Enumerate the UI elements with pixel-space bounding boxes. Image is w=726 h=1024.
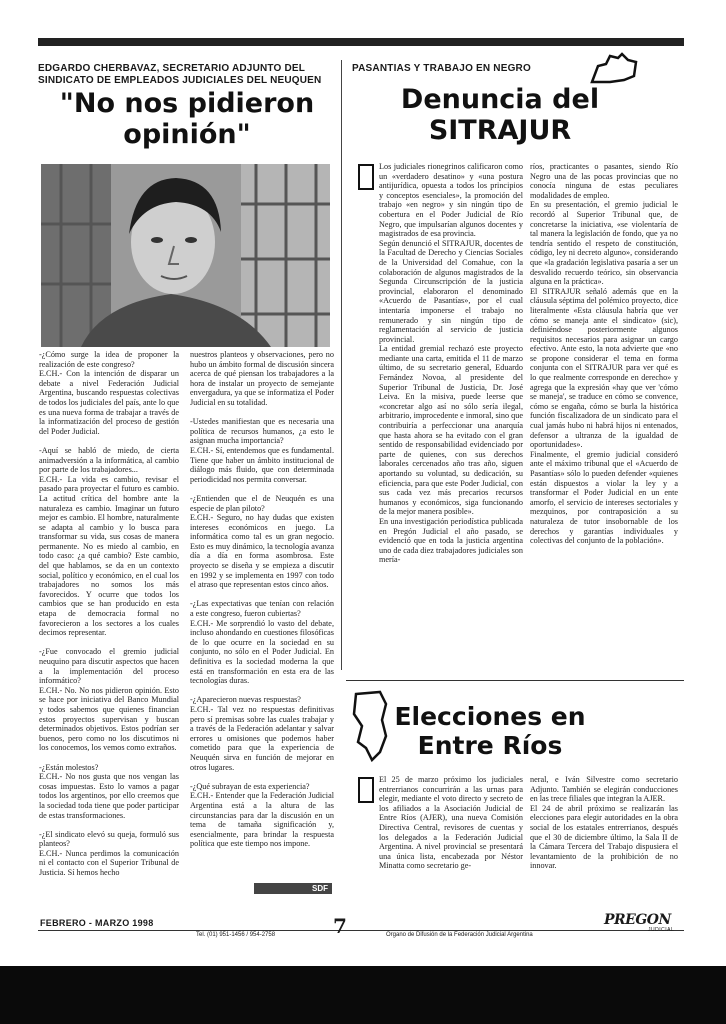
- sitrajur-kicker: PASANTIAS Y TRABAJO EN NEGRO: [352, 63, 531, 74]
- sitrajur-headline: Denuncia del SITRAJUR: [400, 84, 600, 147]
- interview-photo: [41, 164, 330, 347]
- interview-column-2: nuestros planteos y observaciones, pero no hubo un ámbito formal de discusión sincera acerca de qué piensan los trabajadores a la hora de instalar un proyecto de semejante envergadura, ya que se informatiza el Poder Judicial en su totalidad. -Ustedes manifiestan que es necesaria una política de recursos humanos, ¿a esto le asignan mucha importancia? E.CH.- Sí, entendemos que es fundamental. Tiene que haber un ámbito institucional de diálogo más fluido, que con determinada periodicidad nos permita conversar. -¿Entienden que el de Neuquén es una especie de plan piloto? E.CH.- Seguro, no hay dudas que existen intereses económicos en juego. La informática como tal es un gran negocio. Esto es muy dinámico, la tecnología avanza día a día en forma asombrosa. Este proyecto se diseña y se empieza a discutir en 1992 y se implementa en 1997 con todo el atraso que representan estos cinco años. -¿Las expectativas que tenían con relación a este congreso, fueron cubiertas? E.CH.- Me sorprendió lo vasto del debate, incluso ahondando en cuestiones filosóficas de lo que ocurre en la sociedad en su conjunto, no sólo en el Poder Judicial. En definitiva es la sociedad moderna la que está en transformación en esta era de las tecnologías duras. -¿Aparecieron nuevas respuestas? E.CH.- Tal vez no respuestas definitivas pero sí premisas sobre las cuales trabajar y a través de la Federación adelantar y salvar errores u omisiones que podemos haber cometido para que la experiencia de Neuquén sirva en función de mejorar en otros lugares. -¿Qué subrayan de esta experiencia? E.CH.- Entender que la Federación Judicial Argentina está a la altura de las circunstancias para dar la discusión en un tema de tamaña significación y, esencialmente, para brindar la respuesta política que este tiempo nos impone.: [190, 350, 334, 849]
- dropcap-box: [358, 777, 374, 803]
- interview-headline: "No nos pidieron opinión": [59, 88, 315, 151]
- publication-organ: Organo de Difusión de la Federación Judicial Argentina: [386, 932, 533, 938]
- issue-date: FEBRERO - MARZO 1998: [40, 918, 154, 928]
- rio-negro-map-icon: [588, 52, 640, 86]
- top-rule: [38, 38, 684, 46]
- author-signature: SDF: [254, 883, 332, 894]
- column-divider: [341, 60, 342, 670]
- entre-rios-headline: Elecciones en Entre Ríos: [394, 702, 586, 760]
- publication-logo: PREGON: [604, 912, 671, 928]
- entre-rios-map-icon: [350, 690, 390, 762]
- section-divider: [346, 680, 684, 681]
- sitrajur-column-1: Los judiciales rionegrinos calificaron como un «verdadero desatino» y «una postura antijurídica, opuesta a todos los principios y conceptos esenciales», la promoción del trabajo «en negro» y sin ningún tipo de cobertura en el Poder Judicial de Río Negro, que impulsarían algunos docentes y magistrados de esa provincia. Según denunció el SITRAJUR, docentes de la Facultad de Derecho y Ciencias Sociales de la Universidad del Comahue, con la colaboración de algunos magistrados de la Segunda Circunscripción de la justicia provincial, elaboraron el denominado «Acuerdo de Pasantías», por el cual intentaría imponerse el trabajo no remunerado y sin ningún tipo de reglamentación al servicio de justicia provincial. La entidad gremial rechazó este proyecto mediante una carta, emitida el 11 de marzo último, de su secretario general, Eduardo Fernández Novoa, al presidente del Superior Tribunal de Justicia, Dr. José Leiva. En la misiva, puede leerse que «concretar algo así no sólo sería ilegal, arbitrario, improcedente e inmoral, sino que contribuiría a perfeccionar una anarquía que hasta ahora se ha evitado con el gran sentido de responsabilidad evidenciado por parte de quienes, con sus derechos laborales cercenados año tras año, siguen aportando su voluntad, su dedicación, su eficiencia, para que este Poder Judicial, con sus cada vez más precarios recursos humanos y económicos, siga funcionando de la mejor manera posible». En una investigación periodística publicada en Pregón Judicial el año pasado, se evidenció que en toda la justicia argentina uno de cada diez trabajadores judiciales son mería-: [379, 162, 523, 565]
- phone-number: Tel. (01) 951-1456 / 954-2758: [196, 932, 276, 938]
- entre-rios-column-1: El 25 de marzo próximo los judiciales entrerrianos concurrirán a las urnas para elegir, mediante el voto directo y secreto de los afiliados a la Asociación Judicial de Entre Ríos (AJER), una nueva Comisión Directiva Central, revisores de cuentas y los delegados a la Federación Judicial Argentina. A nivel provincial se presentará una única lista, encabezada por Néstor Minatta como secretario ge-: [379, 775, 523, 871]
- interview-column-1: -¿Cómo surge la idea de proponer la realización de este congreso? E.CH.- Con la intención de disparar un debate a nivel Federación Judicial Argentina, buscando respuestas colectivas de todos los judiciales del país, ante lo que es una nueva forma de trabajar a través de la informatización del proceso de gestión del Poder Judicial. -Aquí se habló de miedo, de cierta animadversión a la informática, al cambio por parte de los trabajadores... E.CH.- La vida es cambio, revisar el pasado para proyectar el futuro es cambio. La actitud crítica del hombre ante la naturaleza es cambio. Imaginar un futuro mejor es cambio. El hombre, naturalmente se adapta al cambio y lo busca para transformar su vida, sus cosas de manera permanente. No es miedo al cambio, en todo caso: ¿a qué cambio? Este cambio, del que hablamos, se da en un contexto social, político y económico, en el cual los trabajadores no somos los más favorecidos. Y ocurre que todos los cambios que se han producido en esta etapa de democracia formal no favorecieron a los sectores a los cuales decimos representar. -¿Fue convocado el gremio judicial neuquino para discutir aspectos que hacen a la implementación del proceso informático? E.CH.- No. No nos pidieron opinión. Esto se hace por iniciativa del Banco Mundial y todos sabemos que quienes financian estos proyectos supervisan y buscan determinados objetivos. Estos podrían ser buenos, pero como no los discutimos ni los conocemos, los vemos como extraños. -¿Están molestos? E.CH.- No nos gusta que nos vengan las cosas impuestas. Esto lo vamos a pagar todos los argentinos, por ello creemos que la sociedad toda tiene que poder participar de estas transformaciones. -¿El sindicato elevó su queja, formuló sus planteos? E.CH.- Nunca perdimos la comunicación ni el contacto con el Superior Tribunal de Justicia. Sí hemos hecho: [39, 350, 179, 878]
- scan-border: [0, 966, 726, 1024]
- sitrajur-column-2: ríos, practicantes o pasantes, siendo Río Negro una de las pocas provincias que no conocía ninguna de estas peculiares modalidades de empleo. En su presentación, el gremio judicial le recordó al Superior Tribunal que, de concretarse la iniciativa, «se violentaría de tal manera la legislación de fondo, que ya no tendría sentido el respeto de constitución, código, ley ni decreto alguno», considerando que «la gradación legislativa pasaría a ser un desvalido recuerdo teórico, sin observancia alguna en la práctica». El SITRAJUR señaló además que en la cláusula séptima del polémico proyecto, dice literalmente «Esta cláusula habría que ver cómo se maneja ante el sindicato» (sic), definiéndose posteriormente algunos requisitos necesarios para asignar un cargo efectivo. Ante esto, la nota advierte que «no se propone considerar el tema en forma conjunta con el SITRAJUR para ver qué es lo que realmente corresponde en derecho» y agrega que la expresión «hay que ver 'cómo se maneja', se traduce en cómo se convence, cómo se engaña, cómo se burla la histórica función fiscalizadora de un sindicato para el cual jamás hubo ni habrá hijos ni entenados, defensor a ultranza de la igualdad de oportunidades». Finalmente, el gremio judicial consideró ante el máximo tribunal que el «Acuerdo de Pasantías» sólo lo pueden defender «quienes están dispuestos a violar la ley y a transformar el Poder Judicial en un ente amorfo, el servicio de intereses sectoriales y mezquinos, por contraposición a su naturaleza de tutor insobornable de los derechos y garantías individuales y colectivas del conjunto de la población».: [530, 162, 678, 546]
- footer-rule: [38, 930, 684, 931]
- entre-rios-column-2: neral, e Iván Silvestre como secretario Adjunto. También se elegirán conducciones en las trece filiales que integran la AJER. El 24 de abril próximo se realizarán las elecciones para elegir autoridades en la obra social de los estatales entrerrianos, después que el 30 de diciembre último, la Sala II de la Cámara Tercera del Trabajo dispusiera el levantamiento de la prohibición de no innovar.: [530, 775, 678, 871]
- dropcap-box: [358, 164, 374, 190]
- publication-logo-sub: JUDICIAL: [648, 927, 675, 933]
- page-number: 7: [333, 914, 347, 938]
- interview-kicker: EDGARDO CHERBAVAZ, SECRETARIO ADJUNTO DEL SINDICATO DE EMPLEADOS JUDICIALES DEL NEUQUEN: [38, 63, 322, 86]
- portrait-illustration: [41, 164, 330, 347]
